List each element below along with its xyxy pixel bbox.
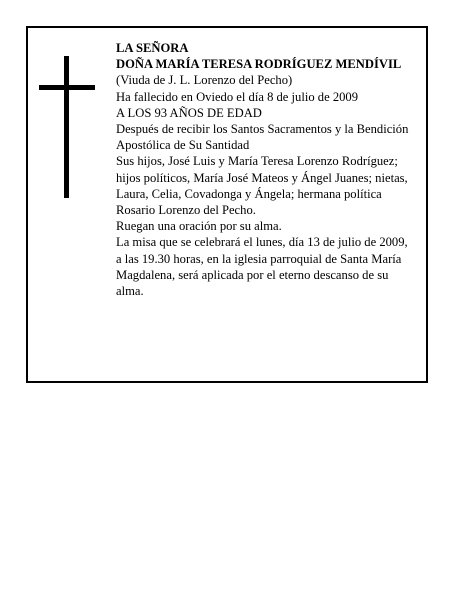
cross-icon-vertical-bar (64, 56, 69, 198)
notice-title-line1: LA SEÑORA (116, 41, 189, 55)
deceased-name: DOÑA MARÍA TERESA RODRÍGUEZ MENDÍVIL (116, 57, 402, 72)
sacraments-paragraph: Después de recibir los Santos Sacramentos y la Bendición Apostólica de Su Santidad (116, 122, 409, 153)
prayer-line: Ruegan una oración por su alma. (116, 219, 282, 234)
family-paragraph: Sus hijos, José Luis y María Teresa Lorenzo Rodríguez; hijos políticos, María José Mateos y Ángel Juanes; nietas, Laura, Celia, Covadonga y Ángela; hermana política Rosario Lorenzo del Pecho. (116, 154, 408, 218)
age-line: A LOS 93 AÑOS DE EDAD (116, 105, 262, 120)
obituary-notice (26, 26, 428, 383)
passed-away-line: Ha fallecido en Oviedo el día 8 de julio de 2009 (116, 89, 359, 104)
notice-text-block (116, 40, 416, 299)
widow-of-line: (Viuda de J. L. Lorenzo del Pecho) (116, 73, 293, 88)
cross-icon-horizontal-bar (39, 85, 95, 90)
mass-paragraph: La misa que se celebrará el lunes, día 13 de julio de 2009, a las 19.30 horas, en la iglesia parroquial de Santa María Magdalena, será aplicada por el eterno descanso de su alma. (116, 235, 408, 299)
